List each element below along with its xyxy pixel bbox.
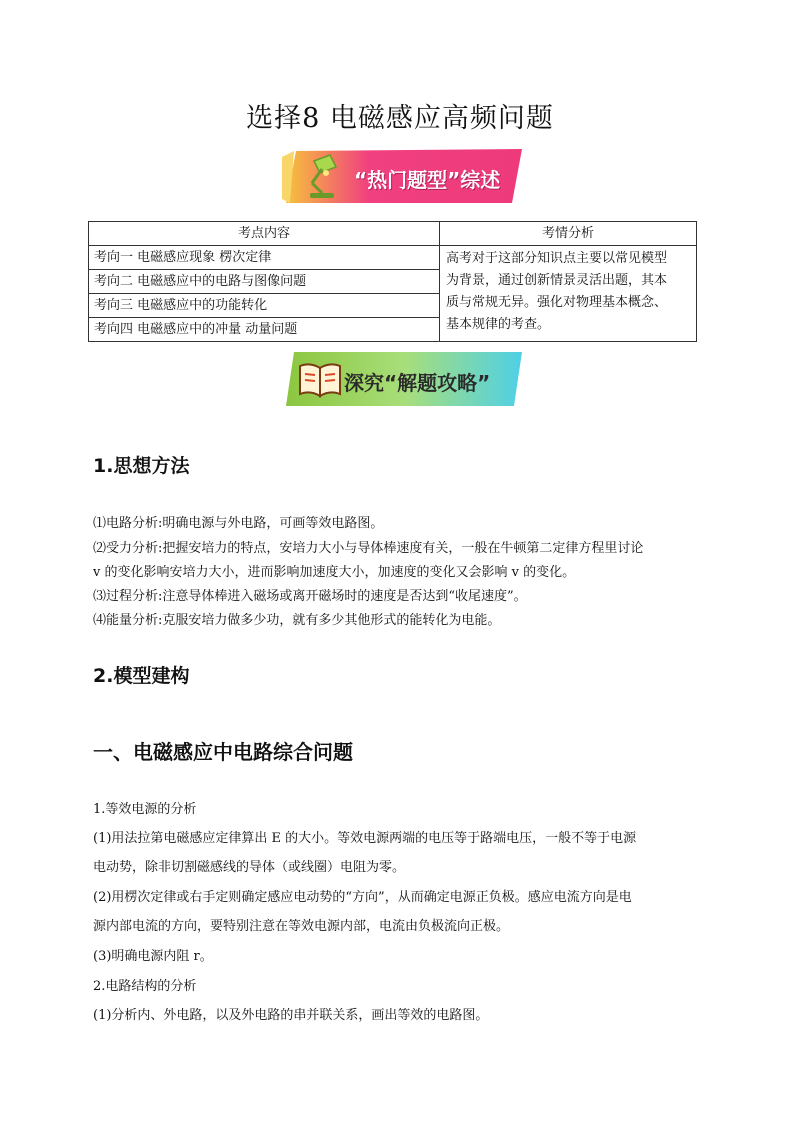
- hot-topics-banner-text: “热门题型”综述: [354, 168, 501, 192]
- circuit-line: (3)明确电源内阻 r。: [93, 949, 213, 964]
- page-title: 选择8 电磁感应高频问题: [246, 103, 554, 134]
- circuit-line: (2)用楞次定律或右手定则确定感应电动势的“方向”，从而确定电源正负极。感应电流方向是电: [93, 890, 632, 905]
- hot-topics-banner: [282, 149, 526, 203]
- table-cell-topic: 考向三 电磁感应中的功能转化: [89, 294, 440, 318]
- table-cell-topic: 考向一 电磁感应现象 楞次定律: [89, 246, 440, 270]
- table-header-content: 考点内容: [89, 222, 440, 246]
- table-header-row: [89, 222, 697, 246]
- analysis-line: 基本规律的考查。: [446, 317, 551, 332]
- methods-line: v 的变化影响安培力大小，进而影响加速度大小，加速度的变化又会影响 v 的变化。: [93, 565, 576, 580]
- explore-strategy-banner-text: 深究“解题攻略”: [344, 371, 491, 395]
- table-cell-topic: 考向二 电磁感应中的电路与图像问题: [89, 270, 440, 294]
- explore-strategy-banner: [282, 352, 526, 406]
- section-heading-methods: 1.思想方法: [93, 455, 190, 477]
- methods-line: ⑷能量分析:克服安培力做多少功，就有多少其他形式的能转化为电能。: [93, 613, 501, 628]
- open-book-icon: [298, 360, 342, 400]
- methods-line: ⑶过程分析:注意导体棒进入磁场或离开磁场时的速度是否达到“收尾速度”。: [93, 589, 527, 604]
- desk-lamp-icon: [300, 151, 350, 201]
- table-cell-analysis: [440, 246, 697, 342]
- table-cell-topic: 考向四 电磁感应中的冲量 动量问题: [89, 318, 440, 342]
- analysis-line: 质与常规无异。强化对物理基本概念、: [446, 295, 668, 310]
- circuit-line: (1)分析内、外电路，以及外电路的串并联关系，画出等效的电路图。: [93, 1008, 489, 1023]
- analysis-line: 高考对于这部分知识点主要以常见模型: [446, 251, 668, 266]
- overview-table: [88, 221, 697, 342]
- section-heading-model: 2.模型建构: [93, 665, 190, 687]
- methods-line: ⑴电路分析:明确电源与外电路，可画等效电路图。: [93, 516, 384, 531]
- table-row: [89, 246, 697, 270]
- table-header-analysis: 考情分析: [440, 222, 697, 246]
- circuit-line: 1.等效电源的分析: [93, 802, 197, 817]
- analysis-line: 为背景，通过创新情景灵活出题，其本: [446, 273, 668, 288]
- section-heading-circuit: 一、电磁感应中电路综合问题: [93, 740, 353, 764]
- circuit-line: (1)用法拉第电磁感应定律算出 E 的大小。等效电源两端的电压等于路端电压，一般不等于电源: [93, 831, 637, 846]
- methods-line: ⑵受力分析:把握安培力的特点，安培力大小与导体棒速度有关，一般在牛顿第二定律方程里讨论: [93, 541, 644, 556]
- circuit-line: 2.电路结构的分析: [93, 979, 197, 994]
- circuit-line: 源内部电流的方向，要特别注意在等效电源内部，电流由负极流向正极。: [93, 919, 510, 934]
- circuit-line: 电动势，除非切割磁感线的导体（或线圈）电阻为零。: [93, 860, 406, 875]
